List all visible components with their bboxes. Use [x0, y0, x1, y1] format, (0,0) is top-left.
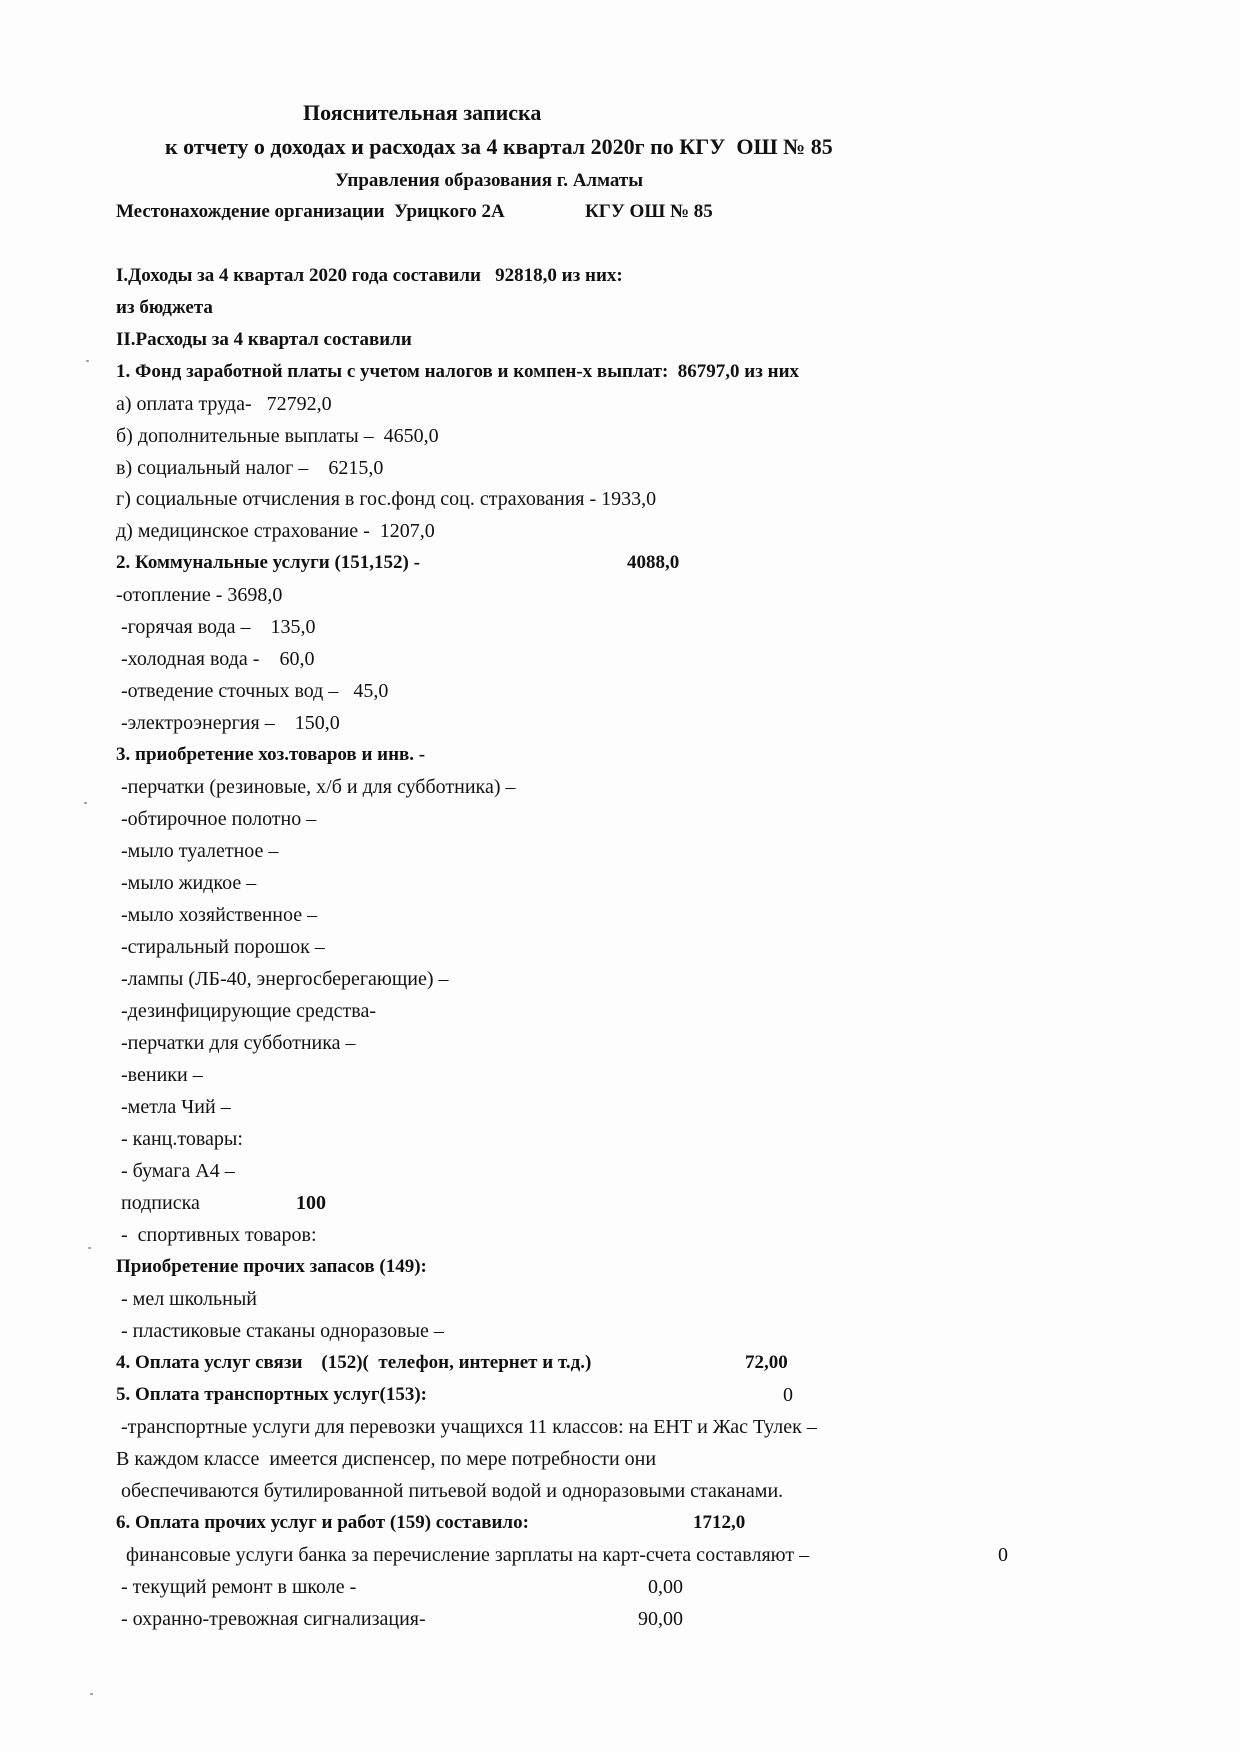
other-services-item-label: финансовые услуги банка за перечисление зарплаты на карт-счета составляют –	[116, 1544, 810, 1566]
transport-item: В каждом классе имеется диспенсер, по мере потребности они	[116, 1448, 657, 1470]
utilities-item: -холодная вода - 60,0	[116, 648, 315, 670]
supplies-item: -мыло хозяйственное –	[116, 904, 318, 926]
organization-name: КГУ ОШ № 85	[585, 201, 713, 222]
document-subtitle: к отчету о доходах и расходах за 4 квартал 2020г по КГУ ОШ № 85	[165, 134, 833, 159]
income-total: I.Доходы за 4 квартал 2020 года составили 92818,0 из них:	[116, 265, 623, 286]
payroll-heading: 1. Фонд заработной платы с учетом налогов и компен-х выплат: 86797,0 из них	[116, 361, 800, 382]
supplies-item: -перчатки для субботника –	[116, 1032, 356, 1054]
supplies-item: -мыло туалетное –	[116, 840, 279, 862]
other-services-item-label: - охранно-тревожная сигнализация-	[116, 1608, 426, 1630]
utilities-item: -отопление - 3698,0	[116, 584, 283, 606]
transport-item: обеспечиваются бутилированной питьевой водой и одноразовыми стаканами.	[116, 1480, 784, 1502]
other-services-item-label: - текущий ремонт в школе -	[116, 1576, 357, 1598]
payroll-item: д) медицинское страхование - 1207,0	[116, 520, 435, 542]
scan-speck	[84, 802, 87, 804]
expenses-heading: II.Расходы за 4 квартал составили	[116, 329, 412, 350]
supplies-item: - канц.товары:	[116, 1128, 243, 1150]
other-stock-item: - пластиковые стаканы одноразовые –	[116, 1320, 444, 1342]
other-stock-item: - мел школьный	[116, 1288, 257, 1310]
other-stock-heading: Приобретение прочих запасов (149):	[116, 1256, 427, 1277]
supplies-item: -обтирочное полотно –	[116, 808, 317, 830]
payroll-item: в) социальный налог – 6215,0	[116, 457, 384, 479]
supplies-heading: 3. приобретение хоз.товаров и инв. -	[116, 744, 426, 765]
other-services-heading: 6. Оплата прочих услуг и работ (159) составило:	[116, 1512, 529, 1533]
communications-value: 72,00	[745, 1352, 788, 1373]
transport-value: 0	[783, 1384, 793, 1406]
payroll-item: г) социальные отчисления в гос.фонд соц. страхования - 1933,0	[116, 488, 657, 510]
payroll-item: а) оплата труда- 72792,0	[116, 393, 332, 415]
utilities-total: 4088,0	[627, 552, 680, 573]
location-label: Местонахождение организации Урицкого 2А	[116, 201, 505, 222]
income-source: из бюджета	[116, 297, 213, 318]
subscription-label: подписка	[116, 1192, 200, 1214]
utilities-item: -горячая вода – 135,0	[116, 616, 316, 638]
utilities-item: -отведение сточных вод – 45,0	[116, 680, 389, 702]
supplies-item: -веники –	[116, 1064, 203, 1086]
scan-speck	[86, 360, 89, 362]
department-name: Управления образования г. Алматы	[335, 170, 644, 191]
scan-speck	[90, 1693, 93, 1695]
supplies-item: -дезинфицирующие средства-	[116, 1000, 376, 1022]
supplies-item: -мыло жидкое –	[116, 872, 257, 894]
communications-heading: 4. Оплата услуг связи (152)( телефон, интернет и т.д.)	[116, 1352, 592, 1373]
other-services-item-value: 0	[998, 1544, 1008, 1566]
supplies-item: -перчатки (резиновые, х/б и для субботника) –	[116, 776, 516, 798]
transport-item: -транспортные услуги для перевозки учащихся 11 классов: на ЕНТ и Жас Тулек –	[116, 1416, 817, 1438]
utilities-item: -электроэнергия – 150,0	[116, 712, 340, 734]
subscription-value: 100	[296, 1192, 326, 1214]
other-services-item-value: 0,00	[648, 1576, 683, 1598]
transport-heading: 5. Оплата транспортных услуг(153):	[116, 1384, 427, 1405]
utilities-heading: 2. Коммунальные услуги (151,152) -	[116, 552, 420, 573]
supplies-item: -стиральный порошок –	[116, 936, 325, 958]
supplies-item: - бумага А4 –	[116, 1160, 235, 1182]
other-services-value: 1712,0	[693, 1512, 746, 1533]
supplies-item: -лампы (ЛБ-40, энергосберегающие) –	[116, 968, 449, 990]
payroll-item: б) дополнительные выплаты – 4650,0	[116, 425, 439, 447]
sports-goods: - спортивных товаров:	[116, 1224, 317, 1246]
document-title: Пояснительная записка	[303, 100, 542, 125]
other-services-item-value: 90,00	[638, 1608, 683, 1630]
scan-speck	[88, 1247, 91, 1249]
supplies-item: -метла Чий –	[116, 1096, 231, 1118]
